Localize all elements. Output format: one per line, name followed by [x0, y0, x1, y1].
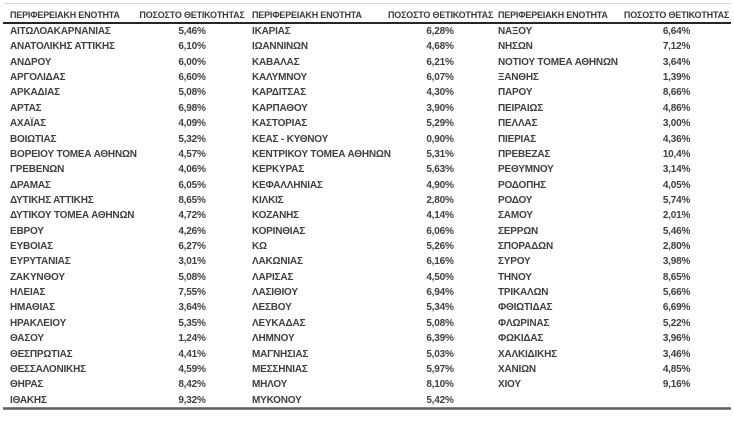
positivity-value: 3,98% — [662, 256, 691, 268]
positivity-value: 9,32% — [178, 394, 206, 406]
rows-group-1 — [10, 24, 246, 408]
table-row — [498, 116, 731, 131]
positivity-value: 5,63% — [426, 164, 454, 176]
table-row — [498, 224, 731, 239]
positivity-value: 3,96% — [662, 333, 691, 345]
region-name: ΣΥΡΟΥ — [498, 256, 531, 268]
positivity-value: 4,86% — [662, 102, 691, 114]
header-region-label: ΠΕΡΙΦΕΡΕΙΑΚΗ ΕΝΟΤΗΤΑ — [498, 10, 608, 20]
table-row — [10, 193, 246, 208]
header-positivity-label: ΠΟΣΟΣΤΟ ΘΕΤΙΚΟΤΗΤΑΣ — [139, 10, 245, 20]
table-row — [10, 270, 246, 285]
table-row — [252, 147, 492, 162]
positivity-value: 5,34% — [426, 302, 454, 314]
positivity-value: 8,10% — [426, 379, 454, 391]
positivity-value: 6,69% — [662, 302, 691, 314]
table-row — [10, 377, 246, 392]
region-name: ΛΑΣΙΘΙΟΥ — [252, 287, 298, 299]
table-row — [498, 270, 731, 285]
positivity-value: 3,46% — [662, 348, 691, 360]
table-row — [10, 239, 246, 254]
region-name: ΔΡΑΜΑΣ — [10, 179, 51, 191]
table-row — [10, 285, 246, 300]
region-name: ΣΑΜΟΥ — [498, 210, 533, 222]
region-name: ΜΑΓΝΗΣΙΑΣ — [252, 348, 309, 360]
table-row — [10, 393, 246, 408]
positivity-value: 5,74% — [662, 194, 691, 206]
region-name: ΧΑΛΚΙΔΙΚΗΣ — [498, 348, 557, 360]
table-row — [498, 362, 731, 377]
region-name: ΗΜΑΘΙΑΣ — [10, 302, 55, 314]
region-name: ΒΟΙΩΤΙΑΣ — [10, 133, 57, 145]
table-row — [498, 162, 731, 177]
region-name: ΕΥΒΟΙΑΣ — [10, 241, 53, 253]
region-name: ΛΗΜΝΟΥ — [252, 333, 295, 345]
positivity-value: 4,09% — [178, 118, 206, 130]
positivity-value: 6,39% — [426, 333, 454, 345]
table-row — [10, 85, 246, 100]
region-name: ΕΥΡΥΤΑΝΙΑΣ — [10, 256, 71, 268]
region-name: ΡΟΔΟΠΗΣ — [498, 179, 546, 191]
table-row — [10, 39, 246, 54]
table-row — [10, 70, 246, 85]
table-row — [252, 208, 492, 223]
region-name: ΗΡΑΚΛΕΙΟΥ — [10, 317, 67, 329]
region-name: ΦΩΚΙΔΑΣ — [498, 333, 544, 345]
region-name: ΙΩΑΝΝΙΝΩΝ — [252, 41, 308, 53]
table-row — [498, 24, 731, 39]
positivity-value: 7,55% — [178, 287, 206, 299]
positivity-value: 3,64% — [178, 302, 206, 314]
table-row — [252, 55, 492, 70]
table-row — [252, 316, 492, 331]
positivity-value: 4,59% — [178, 363, 206, 375]
table-row — [10, 24, 246, 39]
positivity-value: 1,39% — [662, 72, 691, 84]
positivity-value: 5,08% — [178, 271, 206, 283]
table-row — [10, 254, 246, 269]
region-name: ΛΕΥΚΑΔΑΣ — [252, 317, 306, 329]
column-group-2 — [252, 8, 492, 408]
region-name: ΜΗΛΟΥ — [252, 379, 288, 391]
positivity-value: 4,68% — [426, 41, 454, 53]
table-row — [498, 39, 731, 54]
positivity-value: 4,36% — [662, 133, 691, 145]
positivity-value: 5,26% — [426, 241, 454, 253]
region-name: ΕΒΡΟΥ — [10, 225, 44, 237]
positivity-value: 5,29% — [426, 118, 454, 130]
positivity-value: 4,50% — [426, 271, 454, 283]
table-row — [252, 24, 492, 39]
positivity-value: 3,01% — [178, 256, 206, 268]
region-name: ΖΑΚΥΝΘΟΥ — [10, 271, 65, 283]
region-name: ΑΡΤΑΣ — [10, 102, 42, 114]
positivity-value: 6,00% — [178, 56, 206, 68]
table-row — [252, 178, 492, 193]
positivity-value: 3,64% — [662, 56, 691, 68]
region-name: ΚΑΡΠΑΘΟΥ — [252, 102, 308, 114]
positivity-value: 4,26% — [178, 225, 206, 237]
region-name: ΡΟΔΟΥ — [498, 194, 533, 206]
table-row — [252, 239, 492, 254]
positivity-value: 4,72% — [178, 210, 206, 222]
positivity-value: 5,46% — [178, 26, 206, 37]
table-top-border — [3, 3, 731, 4]
positivity-value: 6,94% — [426, 287, 454, 299]
region-name: ΚΕΝΤΡΙΚΟΥ ΤΟΜΕΑ ΑΘΗΝΩΝ — [252, 148, 391, 160]
region-name: ΝΗΣΩΝ — [498, 41, 533, 53]
positivity-value: 5,46% — [662, 225, 691, 237]
positivity-value: 1,24% — [178, 333, 206, 345]
region-name: ΚΩ — [252, 241, 267, 253]
region-name: ΑΡΚΑΔΙΑΣ — [10, 87, 60, 99]
positivity-value: 4,41% — [178, 348, 206, 360]
table-row — [252, 39, 492, 54]
region-name: ΦΛΩΡΙΝΑΣ — [498, 317, 550, 329]
positivity-value: 6,98% — [178, 102, 206, 114]
region-name: ΔΥΤΙΚΟΥ ΤΟΜΕΑ ΑΘΗΝΩΝ — [10, 210, 135, 222]
table-row — [252, 347, 492, 362]
positivity-value: 4,57% — [178, 148, 206, 160]
region-name: ΑΡΓΟΛΙΔΑΣ — [10, 72, 66, 84]
positivity-value: 5,08% — [426, 317, 454, 329]
table-row — [10, 347, 246, 362]
table-row — [10, 132, 246, 147]
positivity-value: 5,35% — [178, 317, 206, 329]
positivity-value: 6,60% — [178, 72, 206, 84]
positivity-value: 6,06% — [426, 225, 454, 237]
region-name: ΙΘΑΚΗΣ — [10, 394, 47, 406]
table-row — [498, 377, 731, 392]
header-positivity-label: ΠΟΣΟΣΤΟ ΘΕΤΙΚΟΤΗΤΑΣ — [388, 10, 494, 20]
table-row — [498, 254, 731, 269]
positivity-value: 4,85% — [662, 363, 691, 375]
region-name: ΑΝΑΤΟΛΙΚΗΣ ΑΤΤΙΚΗΣ — [10, 41, 115, 53]
region-name: ΠΡΕΒΕΖΑΣ — [498, 148, 551, 160]
region-name: ΚΟΡΙΝΘΙΑΣ — [252, 225, 306, 237]
positivity-value: 10,4% — [662, 148, 691, 160]
region-name: ΤΡΙΚΑΛΩΝ — [498, 287, 549, 299]
table-row — [10, 316, 246, 331]
column-group-1 — [10, 8, 246, 408]
positivity-value: 5,22% — [662, 317, 691, 329]
region-name: ΙΚΑΡΙΑΣ — [252, 26, 291, 37]
table-row — [10, 362, 246, 377]
positivity-value: 6,07% — [426, 72, 454, 84]
table-row — [10, 101, 246, 116]
positivity-value: 8,65% — [178, 194, 206, 206]
region-name: ΛΑΡΙΣΑΣ — [252, 271, 294, 283]
positivity-value: 5,32% — [178, 133, 206, 145]
region-name: ΡΕΘΥΜΝΟΥ — [498, 164, 554, 176]
header-underline — [3, 22, 731, 24]
table-row — [10, 331, 246, 346]
table-row — [498, 85, 731, 100]
positivity-value: 6,27% — [178, 241, 206, 253]
region-name: ΧΑΝΙΩΝ — [498, 363, 536, 375]
region-name: ΚΕΡΚΥΡΑΣ — [252, 164, 305, 176]
table-row — [498, 239, 731, 254]
table-row — [498, 70, 731, 85]
table-row — [10, 55, 246, 70]
table-row — [10, 178, 246, 193]
positivity-value: 4,90% — [426, 179, 454, 191]
header-region-label: ΠΕΡΙΦΕΡΕΙΑΚΗ ΕΝΟΤΗΤΑ — [10, 10, 120, 20]
region-name: ΠΙΕΡΙΑΣ — [498, 133, 536, 145]
region-name: ΠΕΛΛΑΣ — [498, 118, 538, 130]
table-row — [252, 393, 492, 408]
table-row — [252, 70, 492, 85]
positivity-value: 5,31% — [426, 148, 454, 160]
positivity-value: 5,03% — [426, 348, 454, 360]
positivity-value: 5,66% — [662, 287, 691, 299]
region-name: ΔΥΤΙΚΗΣ ΑΤΤΙΚΗΣ — [10, 194, 94, 206]
table-row — [498, 55, 731, 70]
positivity-value: 2,80% — [662, 241, 691, 253]
region-name: ΚΙΛΚΙΣ — [252, 194, 284, 206]
table-row — [498, 300, 731, 315]
positivity-value: 6,21% — [426, 56, 454, 68]
region-name: ΧΙΟΥ — [498, 379, 521, 391]
region-name: ΑΝΔΡΟΥ — [10, 56, 52, 68]
region-name: ΚΑΛΥΜΝΟΥ — [252, 72, 307, 84]
region-name: ΠΑΡΟΥ — [498, 87, 533, 99]
region-name: ΘΗΡΑΣ — [10, 379, 44, 391]
table-row — [498, 101, 731, 116]
positivity-value: 6,64% — [662, 26, 691, 37]
positivity-value: 5,08% — [178, 87, 206, 99]
table-row — [252, 254, 492, 269]
region-name: ΝΑΞΟΥ — [498, 26, 533, 37]
header-positivity-label: ΠΟΣΟΣΤΟ ΘΕΤΙΚΟΤΗΤΑΣ — [623, 10, 730, 20]
table-row — [10, 300, 246, 315]
positivity-value: 6,28% — [426, 26, 454, 37]
table-row — [10, 162, 246, 177]
table-row — [252, 377, 492, 392]
region-name: ΞΑΝΘΗΣ — [498, 72, 539, 84]
table-row — [10, 116, 246, 131]
region-name: ΑΧΑΪΑΣ — [10, 118, 46, 130]
table-row — [252, 132, 492, 147]
table-row — [252, 85, 492, 100]
positivity-value: 8,42% — [178, 379, 206, 391]
table-row — [252, 162, 492, 177]
table-row — [498, 132, 731, 147]
positivity-value: 6,16% — [426, 256, 454, 268]
table-row — [252, 270, 492, 285]
region-name: ΓΡΕΒΕΝΩΝ — [10, 164, 65, 176]
region-name: ΝΟΤΙΟΥ ΤΟΜΕΑ ΑΘΗΝΩΝ — [498, 56, 618, 68]
table-row — [252, 362, 492, 377]
region-name: ΛΕΣΒΟΥ — [252, 302, 292, 314]
region-name: ΚΑΡΔΙΤΣΑΣ — [252, 87, 306, 99]
table-row — [252, 224, 492, 239]
positivity-value: 5,42% — [426, 394, 454, 406]
region-name: ΚΑΣΤΟΡΙΑΣ — [252, 118, 308, 130]
positivity-value: 3,90% — [426, 102, 454, 114]
region-name: ΤΗΝΟΥ — [498, 271, 532, 283]
positivity-value: 6,05% — [178, 179, 206, 191]
region-name: ΘΑΣΟΥ — [10, 333, 44, 345]
region-name: ΚΟΖΑΝΗΣ — [252, 210, 299, 222]
region-name: ΘΕΣΠΡΩΤΙΑΣ — [10, 348, 73, 360]
table-row — [10, 224, 246, 239]
positivity-value: 4,30% — [426, 87, 454, 99]
column-group-3 — [498, 8, 731, 393]
table-row — [252, 331, 492, 346]
region-name: ΜΥΚΟΝΟΥ — [252, 394, 302, 406]
region-name: ΜΕΣΣΗΝΙΑΣ — [252, 363, 308, 375]
table-row — [498, 285, 731, 300]
region-name: ΘΕΣΣΑΛΟΝΙΚΗΣ — [10, 363, 86, 375]
region-name: ΦΘΙΩΤΙΔΑΣ — [498, 302, 553, 314]
region-name: ΑΙΤΩΛΟΑΚΑΡΝΑΝΙΑΣ — [10, 26, 111, 37]
positivity-value: 3,00% — [662, 118, 691, 130]
table-row — [252, 300, 492, 315]
table-row — [498, 178, 731, 193]
table-row — [498, 347, 731, 362]
positivity-value: 5,97% — [426, 363, 454, 375]
positivity-value: 2,80% — [426, 194, 454, 206]
table-row — [498, 331, 731, 346]
positivity-value: 4,14% — [426, 210, 454, 222]
table-bottom-border — [3, 407, 731, 410]
positivity-value: 4,05% — [662, 179, 691, 191]
table-row — [10, 208, 246, 223]
table-row — [252, 193, 492, 208]
region-name: ΚΕΑΣ - ΚΥΘΝΟΥ — [252, 133, 329, 145]
region-name: ΗΛΕΙΑΣ — [10, 287, 46, 299]
table-row — [498, 193, 731, 208]
positivity-value: 8,65% — [662, 271, 691, 283]
positivity-value: 4,06% — [178, 164, 206, 176]
table-row — [252, 116, 492, 131]
table-row — [498, 147, 731, 162]
region-name: ΒΟΡΕΙΟΥ ΤΟΜΕΑ ΑΘΗΝΩΝ — [10, 148, 137, 160]
region-name: ΛΑΚΩΝΙΑΣ — [252, 256, 303, 268]
positivity-value: 8,66% — [662, 87, 691, 99]
rows-group-2 — [252, 24, 492, 408]
positivity-value: 9,16% — [662, 379, 691, 391]
table-row — [498, 316, 731, 331]
header-region-label: ΠΕΡΙΦΕΡΕΙΑΚΗ ΕΝΟΤΗΤΑ — [252, 10, 362, 20]
region-name: ΣΠΟΡΑΔΩΝ — [498, 241, 553, 253]
positivity-value: 6,10% — [178, 41, 206, 53]
rows-group-3 — [498, 24, 731, 393]
positivity-value: 3,14% — [662, 164, 691, 176]
positivity-value: 7,12% — [662, 41, 691, 53]
region-name: ΚΕΦΑΛΛΗΝΙΑΣ — [252, 179, 323, 191]
table-row — [498, 208, 731, 223]
positivity-value: 2,01% — [662, 210, 691, 222]
table-row — [10, 147, 246, 162]
table-row — [252, 285, 492, 300]
positivity-value: 0,90% — [426, 133, 454, 145]
region-name: ΣΕΡΡΩΝ — [498, 225, 539, 237]
region-name: ΠΕΙΡΑΙΩΣ — [498, 102, 544, 114]
region-name: ΚΑΒΑΛΑΣ — [252, 56, 300, 68]
table-row — [252, 101, 492, 116]
